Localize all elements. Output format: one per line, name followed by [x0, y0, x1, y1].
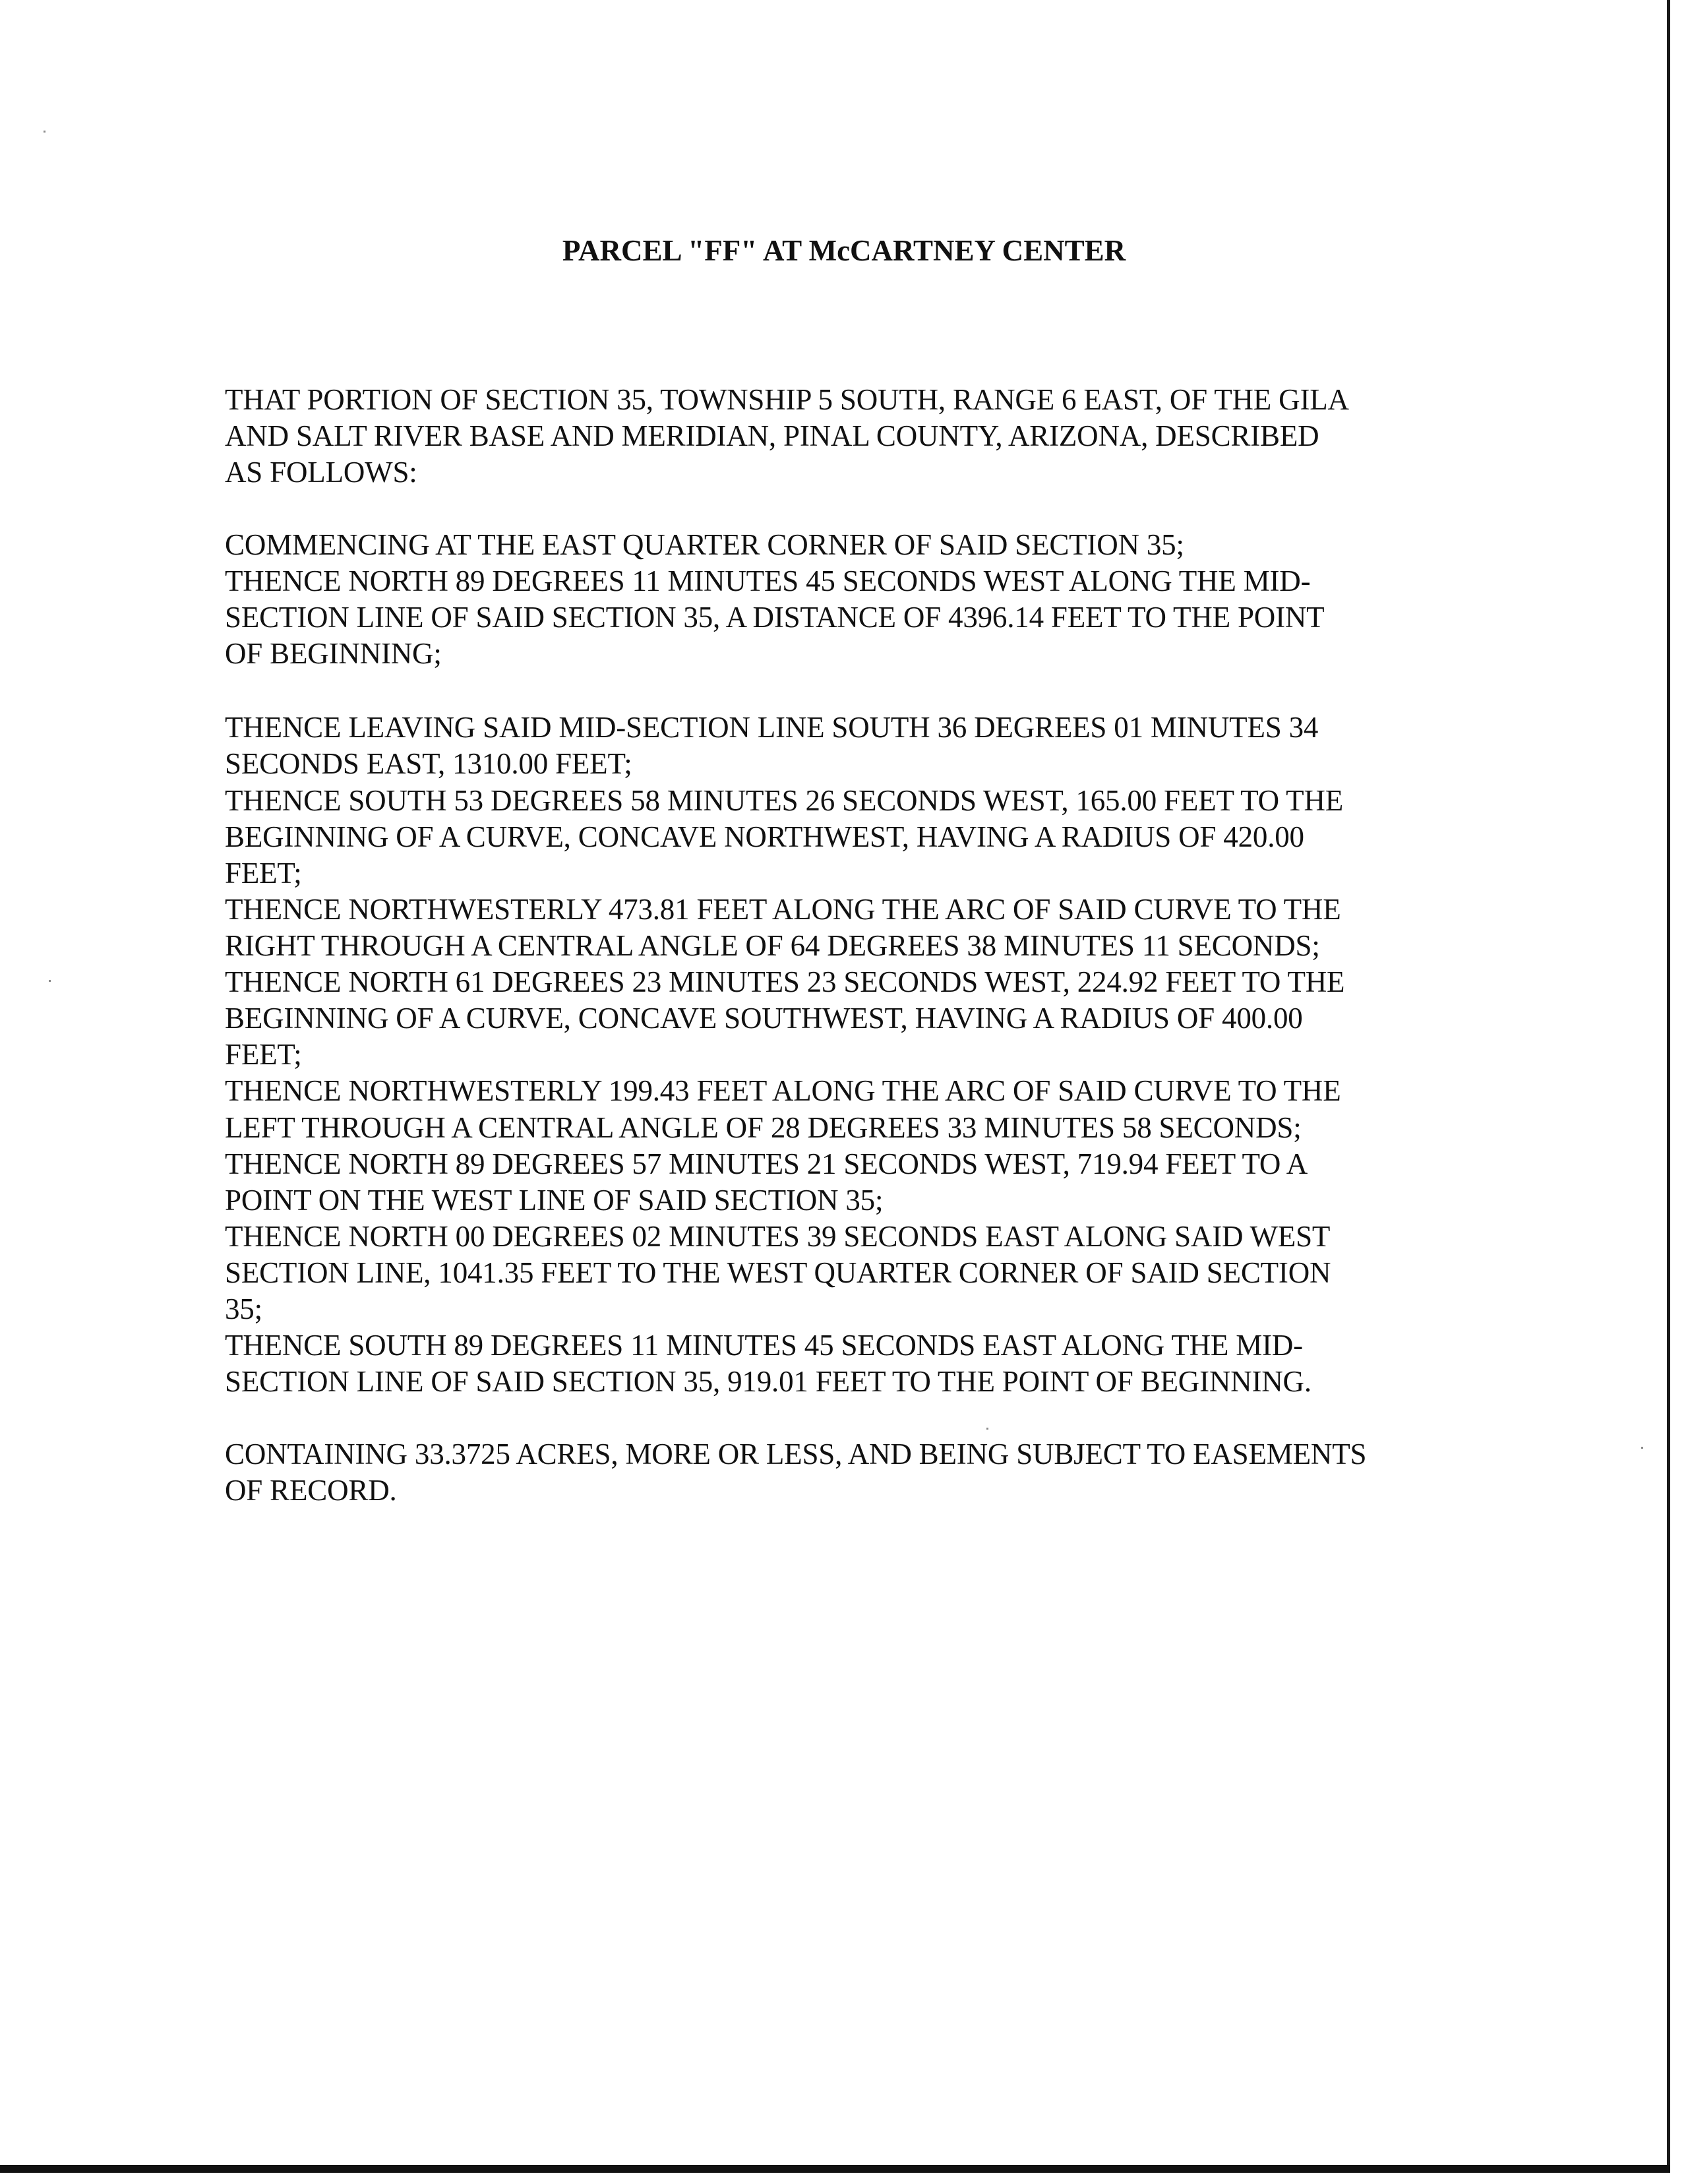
text-line: SECTION LINE OF SAID SECTION 35, 919.01 FEET TO THE POINT OF BEGINNING. [225, 1365, 1311, 1398]
text-line: RIGHT THROUGH A CENTRAL ANGLE OF 64 DEGREES 38 MINUTES 11 SECONDS; [225, 929, 1320, 962]
text-line: AND SALT RIVER BASE AND MERIDIAN, PINAL COUNTY, ARIZONA, DESCRIBED [225, 419, 1319, 452]
text-line: CONTAINING 33.3725 ACRES, MORE OR LESS, AND BEING SUBJECT TO EASEMENTS [225, 1438, 1367, 1471]
text-line: BEGINNING OF A CURVE, CONCAVE NORTHWEST, HAVING A RADIUS OF 420.00 [225, 820, 1304, 853]
text-line: SECTION LINE, 1041.35 FEET TO THE WEST QUARTER CORNER OF SAID SECTION [225, 1256, 1331, 1289]
text-line: THENCE NORTH 89 DEGREES 11 MINUTES 45 SECONDS WEST ALONG THE MID- [225, 564, 1311, 597]
text-line: THENCE SOUTH 53 DEGREES 58 MINUTES 26 SECONDS WEST, 165.00 FEET TO THE [225, 784, 1344, 817]
text-line: BEGINNING OF A CURVE, CONCAVE SOUTHWEST, HAVING A RADIUS OF 400.00 [225, 1002, 1303, 1035]
text-line: SECONDS EAST, 1310.00 FEET; [225, 747, 632, 780]
text-line: SECTION LINE OF SAID SECTION 35, A DISTANCE OF 4396.14 FEET TO THE POINT [225, 601, 1325, 634]
text-line: OF BEGINNING; [225, 637, 442, 670]
text-line: 35; [225, 1292, 262, 1325]
text-line: THENCE NORTHWESTERLY 473.81 FEET ALONG THE ARC OF SAID CURVE TO THE [225, 893, 1341, 926]
text-line: FEET; [225, 857, 302, 890]
scan-edge-bottom [0, 2165, 1670, 2173]
text-line: OF RECORD. [225, 1474, 397, 1507]
text-line: THENCE NORTH 89 DEGREES 57 MINUTES 21 SECONDS WEST, 719.94 FEET TO A [225, 1147, 1308, 1180]
text-line: THAT PORTION OF SECTION 35, TOWNSHIP 5 SOUTH, RANGE 6 EAST, OF THE GILA [225, 383, 1349, 416]
scan-edge-right [1667, 0, 1670, 2169]
text-line: THENCE NORTHWESTERLY 199.43 FEET ALONG THE ARC OF SAID CURVE TO THE [225, 1074, 1341, 1107]
text-line: THENCE NORTH 61 DEGREES 23 MINUTES 23 SECONDS WEST, 224.92 FEET TO THE [225, 965, 1345, 998]
scan-speck [986, 1428, 988, 1430]
text-line: THENCE SOUTH 89 DEGREES 11 MINUTES 45 SECONDS EAST ALONG THE MID- [225, 1329, 1303, 1362]
text-line: LEFT THROUGH A CENTRAL ANGLE OF 28 DEGREES 33 MINUTES 58 SECONDS; [225, 1111, 1302, 1144]
text-line: POINT ON THE WEST LINE OF SAID SECTION 35; [225, 1184, 884, 1217]
document-title: PARCEL "FF" AT McCARTNEY CENTER [562, 234, 1126, 267]
scan-speck [49, 980, 51, 982]
scan-speck [44, 131, 45, 133]
text-line: AS FOLLOWS: [225, 456, 417, 489]
text-line: THENCE NORTH 00 DEGREES 02 MINUTES 39 SECONDS EAST ALONG SAID WEST [225, 1220, 1331, 1253]
scan-speck [1641, 1447, 1643, 1449]
text-line: THENCE LEAVING SAID MID-SECTION LINE SOUTH 36 DEGREES 01 MINUTES 34 [225, 711, 1319, 744]
text-line: FEET; [225, 1038, 302, 1071]
text-line: COMMENCING AT THE EAST QUARTER CORNER OF SAID SECTION 35; [225, 528, 1184, 561]
